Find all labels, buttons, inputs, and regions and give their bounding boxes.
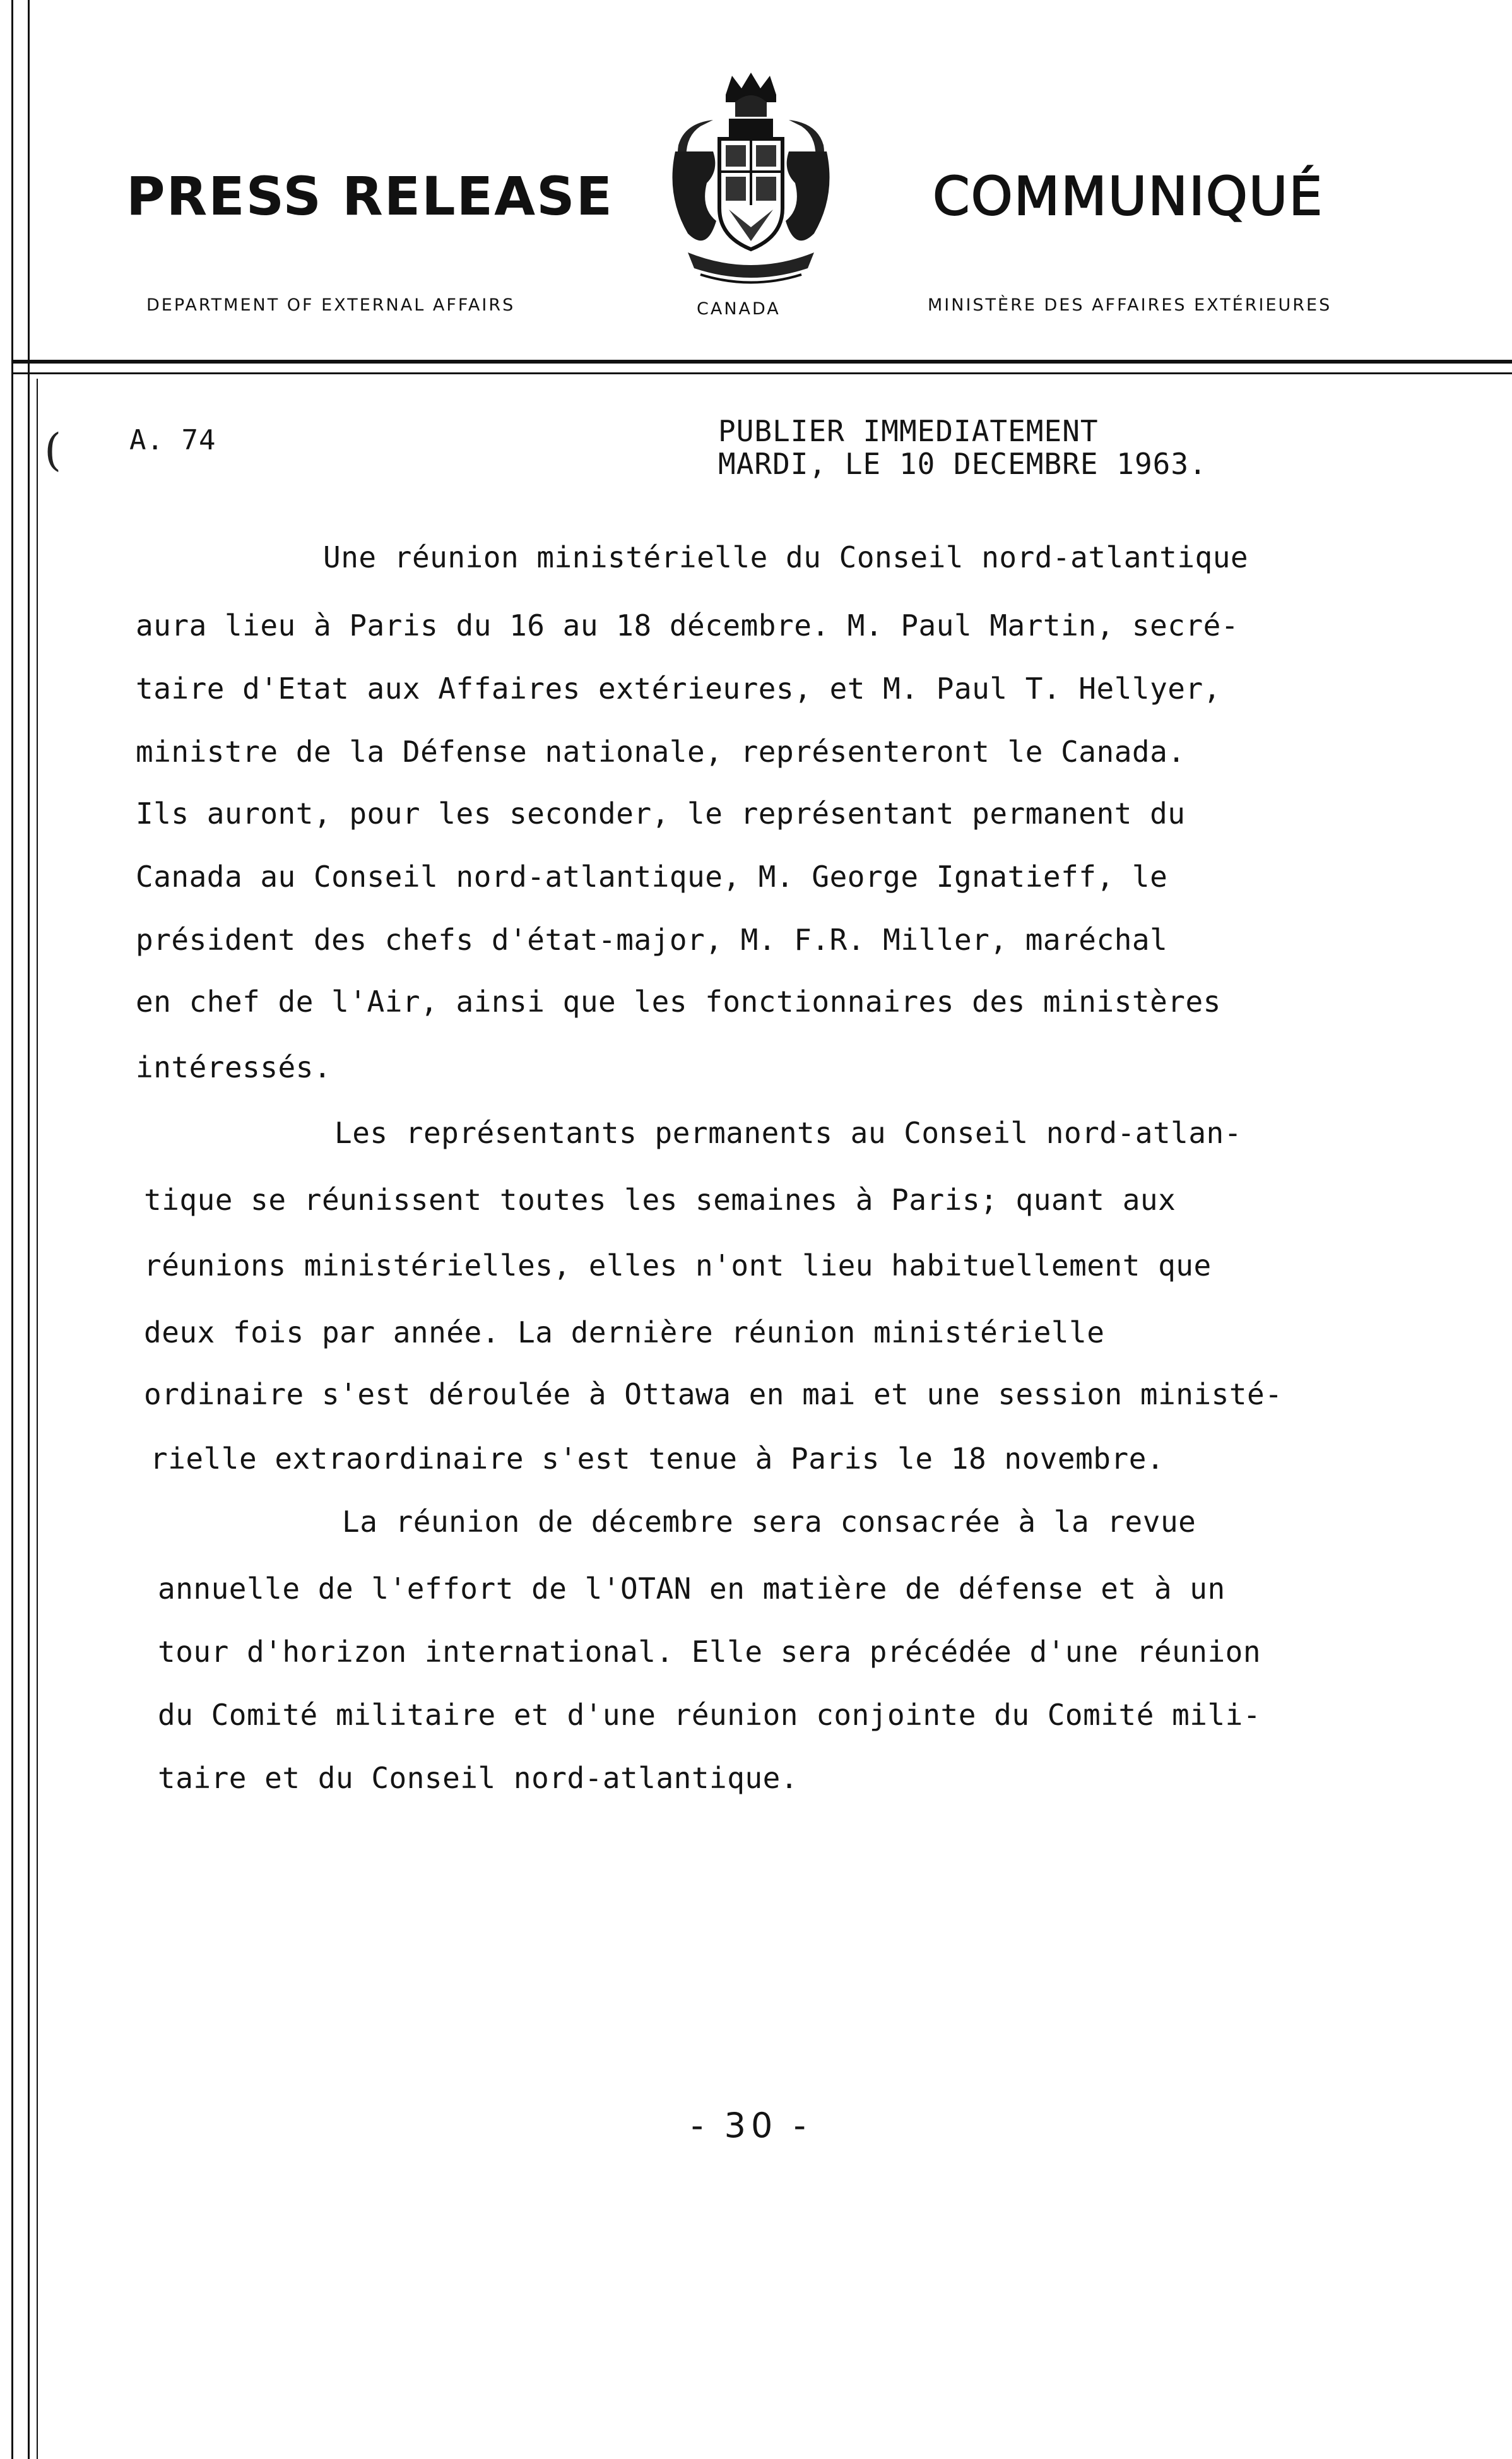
- body-line: du Comité militaire et d'une réunion conjointe du Comité mili-: [158, 1698, 1261, 1732]
- left-scan-edge-inner: [28, 0, 30, 2459]
- department-label: DEPARTMENT OF EXTERNAL AFFAIRS: [146, 295, 516, 315]
- release-instruction: PUBLIER IMMEDIATEMENT: [718, 414, 1099, 448]
- body-line: Les représentants permanents au Conseil nord-atlan-: [334, 1116, 1242, 1150]
- ministry-label: MINISTÈRE DES AFFAIRES EXTÉRIEURES: [928, 295, 1332, 315]
- margin-bracket-mark: (: [44, 424, 62, 476]
- body-line: annuelle de l'effort de l'OTAN en matière de défense et à un: [158, 1572, 1226, 1606]
- body-line: ordinaire s'est déroulée à Ottawa en mai et une session ministé-: [144, 1377, 1283, 1411]
- body-line: taire d'Etat aux Affaires extérieures, et M. Paul T. Hellyer,: [136, 672, 1221, 706]
- page-number: - 30 -: [691, 2106, 812, 2145]
- press-release-title: PRESS RELEASE: [126, 165, 613, 227]
- body-line: tique se réunissent toutes les semaines à Paris; quant aux: [144, 1183, 1176, 1217]
- body-line: Canada au Conseil nord-atlantique, M. George Ignatieff, le: [136, 860, 1168, 894]
- body-line: tour d'horizon international. Elle sera précédée d'une réunion: [158, 1635, 1261, 1669]
- left-scan-edge: [11, 0, 13, 2459]
- body-line: taire et du Conseil nord-atlantique.: [158, 1761, 798, 1795]
- left-scan-edge-thin: [37, 379, 38, 2459]
- coat-of-arms-icon: [663, 69, 839, 290]
- body-line: deux fois par année. La dernière réunion ministérielle: [144, 1315, 1105, 1349]
- canada-label: CANADA: [697, 299, 781, 319]
- body-line: La réunion de décembre sera consacrée à la revue: [342, 1505, 1196, 1539]
- header-rule-thick: [11, 360, 1512, 364]
- body-line: en chef de l'Air, ainsi que les fonctionnaires des ministères: [136, 985, 1221, 1019]
- body-line: intéressés.: [136, 1050, 332, 1084]
- body-line: rielle extraordinaire s'est tenue à Paris le 18 novembre.: [150, 1442, 1165, 1476]
- communique-title: COMMUNIQUÉ: [933, 165, 1324, 227]
- body-line: président des chefs d'état-major, M. F.R. Miller, maréchal: [136, 923, 1168, 957]
- release-date: MARDI, LE 10 DECEMBRE 1963.: [718, 447, 1207, 481]
- body-line: aura lieu à Paris du 16 au 18 décembre. M. Paul Martin, secré-: [136, 608, 1239, 643]
- body-line: Une réunion ministérielle du Conseil nord-atlantique: [323, 540, 1249, 574]
- reference-number: A. 74: [129, 424, 216, 456]
- body-line: ministre de la Défense nationale, représenteront le Canada.: [136, 735, 1186, 769]
- body-line: Ils auront, pour les seconder, le représentant permanent du: [136, 797, 1186, 831]
- body-line: réunions ministérielles, elles n'ont lieu habituellement que: [144, 1248, 1212, 1283]
- header-rule-thin: [11, 372, 1512, 374]
